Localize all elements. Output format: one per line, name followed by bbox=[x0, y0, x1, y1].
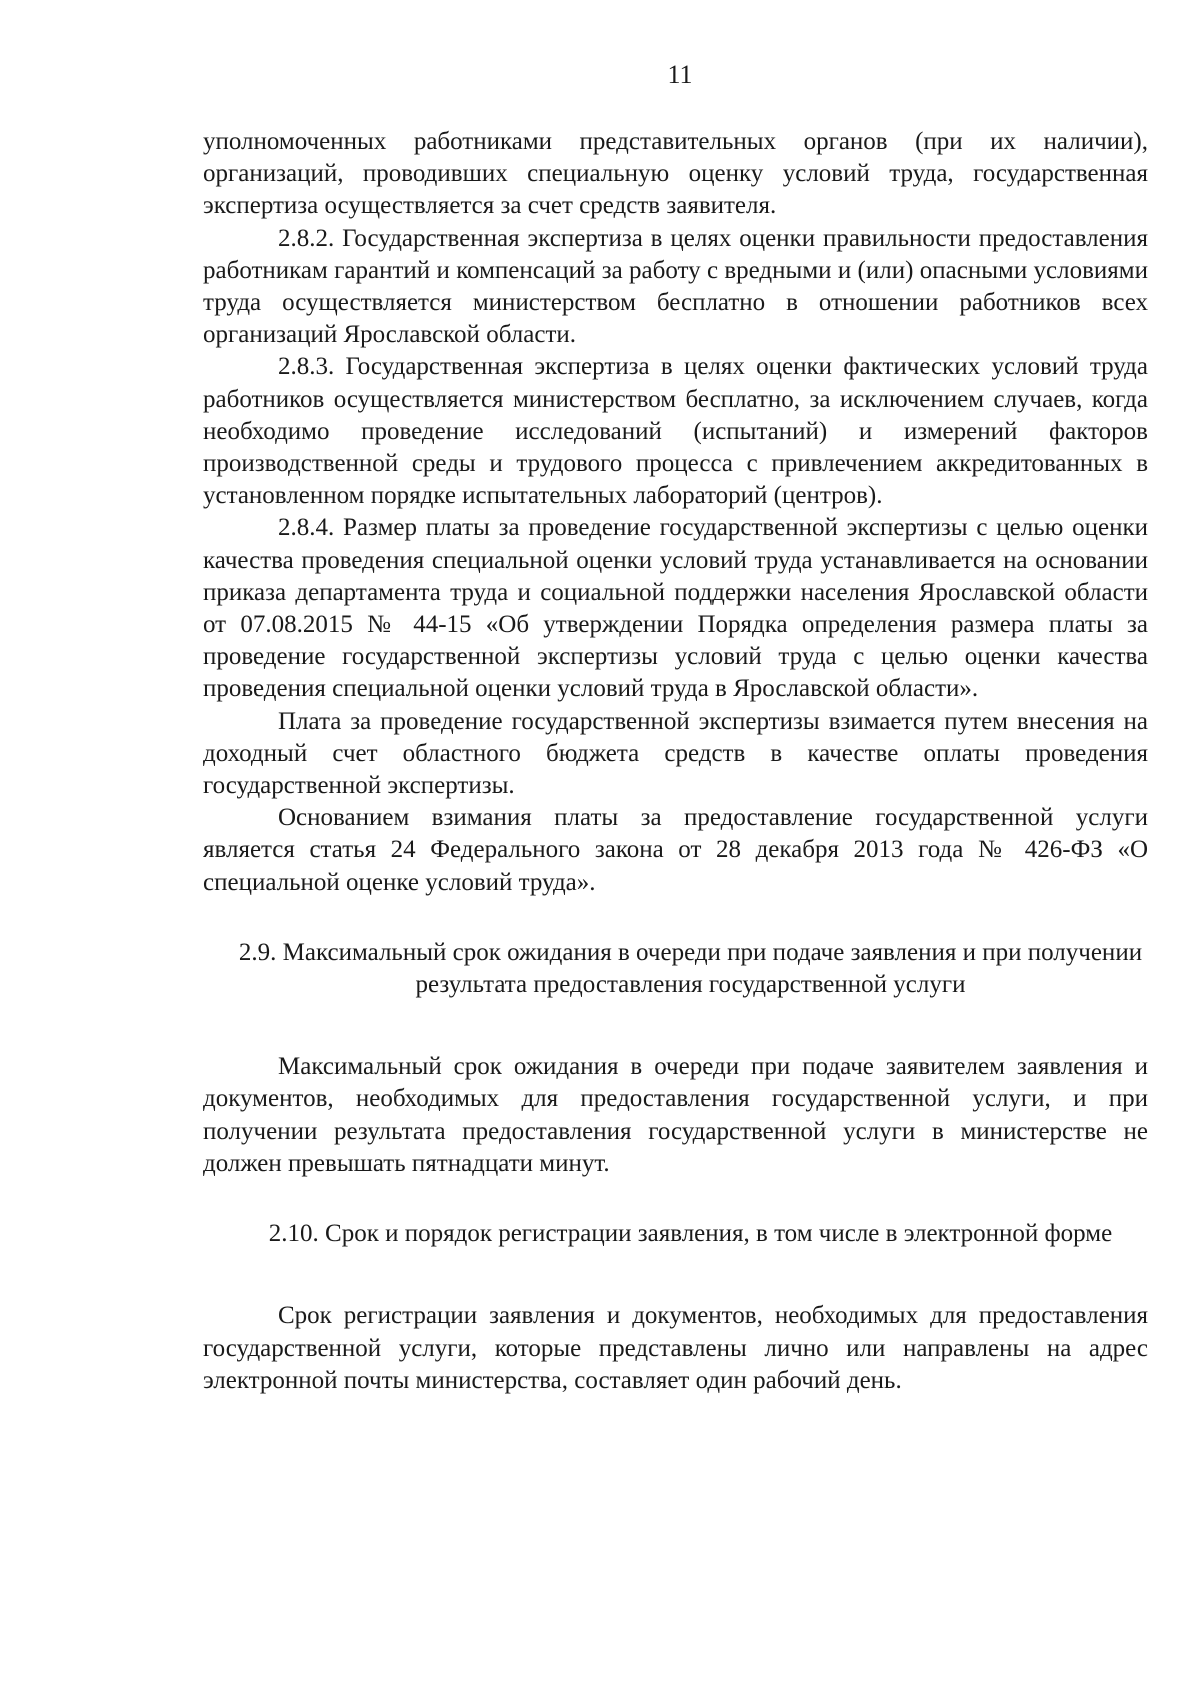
page-number: 11 bbox=[667, 60, 693, 89]
paragraph-2-8-3: 2.8.3. Государственная экспертиза в целях оценки фактических условий труда работников осуществляется министерством бесплатно, за исключением случаев, когда необходимо проведение исследований (испытаний) и измерений факторов производственной среды и трудового процесса с привлечением аккредитованных в установленном порядке испытательных лабораторий (центров). bbox=[203, 353, 1148, 510]
paragraph-2-8-4: 2.8.4. Размер платы за проведение государственной экспертизы с целью оценки качества проведения специальной оценки условий труда устанавливается на основании приказа департамента труда и социальной поддержки населения Ярославской области от 07.08.2015 № 44-15 «Об утверждении Порядка определения размера платы за проведение государственной экспертизы условий труда с целью оценки качества проведения специальной оценки условий труда в Ярославской области». bbox=[203, 514, 1148, 703]
document-body bbox=[203, 126, 1148, 1397]
section-heading-2-10: 2.10. Срок и порядок регистрации заявления, в том числе в электронной форме bbox=[268, 1220, 1113, 1248]
paragraph-continuation: уполномоченных работниками представительных органов (при их наличии), организаций, проводивших специальную оценку условий труда, государственная экспертиза осуществляется за счет средств заявителя. bbox=[203, 128, 1148, 220]
paragraph-payment: Плата за проведение государственной экспертизы взимается путем внесения на доходный счет областного бюджета средств в качестве оплаты проведения государственной экспертизы. bbox=[203, 707, 1148, 800]
paragraph-registration: Срок регистрации заявления и документов, необходимых для предоставления государственной услуги, которые представлены лично или направлены на адрес электронной почты министерства, составляет один рабочий день. bbox=[203, 1302, 1148, 1394]
section-heading-2-9: 2.9. Максимальный срок ожидания в очереди при подаче заявления и при получении результата предоставления государственной услуги bbox=[238, 938, 1143, 999]
paragraph-basis: Основанием взимания платы за предоставление государственной услуги является статья 24 Федерального закона от 28 декабря 2013 года № 426-ФЗ «О специальной оценке условий труда». bbox=[203, 804, 1148, 896]
paragraph-2-8-2: 2.8.2. Государственная экспертиза в целях оценки правильности предоставления работникам гарантий и компенсаций за работу с вредными и (или) опасными условиями труда осуществляется министерством бесплатно в отношении работников всех организаций Ярославской области. bbox=[203, 224, 1148, 349]
paragraph-wait-time: Максимальный срок ожидания в очереди при подаче заявителем заявления и документов, необходимых для предоставления государственной услуги, и при получении результата предоставления государственной услуги в министерстве не должен превышать пятнадцати минут. bbox=[203, 1053, 1148, 1177]
